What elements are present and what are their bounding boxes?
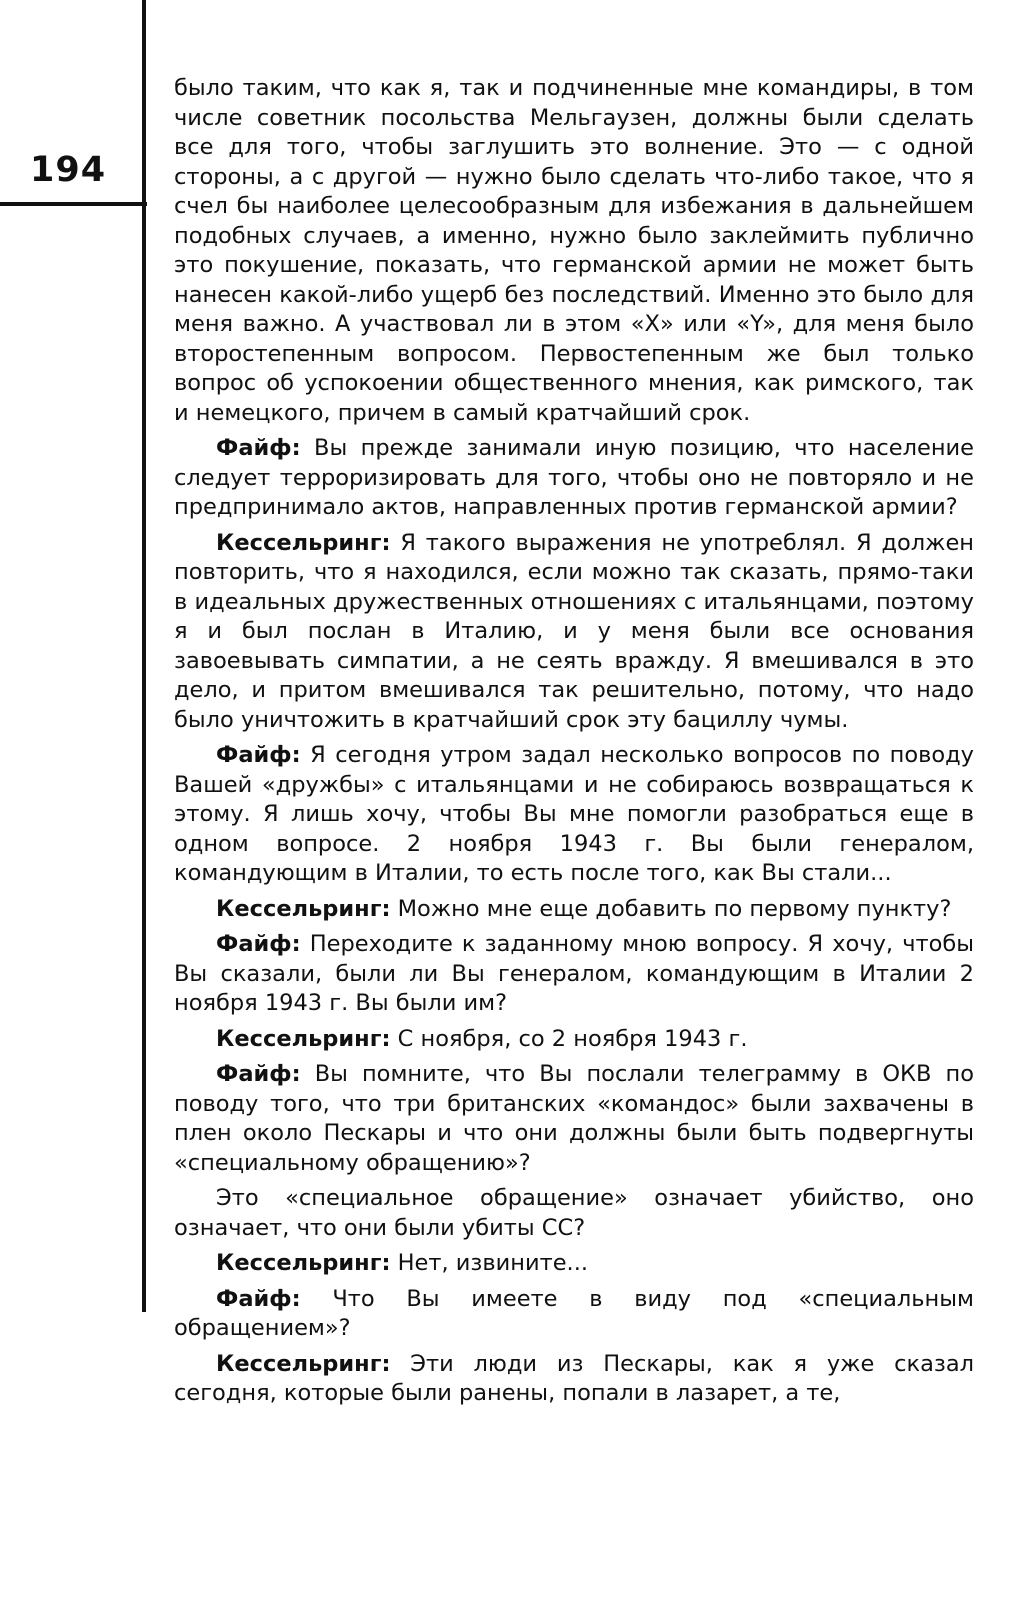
- paragraph: [174, 930, 974, 1019]
- paragraph: [174, 434, 974, 523]
- paragraph-text: С ноября, со 2 ноября 1943 г.: [397, 1025, 748, 1052]
- paragraph: [174, 1350, 974, 1409]
- speaker-label: Файф:: [216, 1061, 301, 1087]
- speaker-label: Файф:: [216, 742, 301, 768]
- paragraph: [174, 741, 974, 889]
- text-column: [174, 74, 974, 1415]
- margin-rule: [142, 0, 146, 1312]
- speaker-label: Кессельринг:: [216, 529, 391, 556]
- paragraph: [174, 1285, 974, 1344]
- paragraph: [174, 895, 974, 925]
- paragraph-text: Нет, извините...: [397, 1250, 589, 1276]
- paragraph: [174, 529, 974, 736]
- paragraph: [174, 1249, 974, 1279]
- speaker-label: Кессельринг:: [216, 1025, 391, 1052]
- paragraph-text: Переходите к заданному мною вопросу. Я хочу, чтобы Вы сказали, были ли Вы генералом, командующим в Италии 2 ноября 1943 г. Вы были им?: [174, 931, 974, 1016]
- page-number-rule: [0, 202, 147, 206]
- paragraph-text: Я сегодня утром задал несколько вопросов по поводу Вашей «дружбы» с итальянцами и не собираюсь возвращаться к этому. Я лишь хочу, чтобы Вы мне помогли разобраться еще в одном вопросе. 2 ноября 1943 г. Вы были генералом, командующим в Италии, то есть после того, как Вы стали...: [174, 742, 974, 886]
- paragraph-text: Можно мне еще добавить по первому пункту?: [397, 895, 952, 922]
- paragraph: [174, 1184, 974, 1243]
- paragraph: [174, 74, 974, 428]
- speaker-label: Кессельринг:: [216, 895, 391, 922]
- paragraph-text: Что Вы имеете в виду под «специальным обращением»?: [174, 1285, 974, 1341]
- paragraph-text: Эти люди из Пескары, как я уже сказал сегодня, которые были ранены, попали в лазарет, а те,: [174, 1350, 974, 1406]
- speaker-label: Кессельринг:: [216, 1250, 391, 1276]
- paragraph-text: Я такого выражения не употреблял. Я должен повторить, что я находился, если можно так сказать, прямо-таки в идеальных дружественных отношениях с итальянцами, поэтому я и был послан в Италию, и у меня были все основания завоевывать симпатии, а не сеять вражду. Я вмешивался в это дело, и притом вмешивался так решительно, потому, что надо было уничтожить в кратчайший срок эту бациллу чумы.: [174, 529, 975, 733]
- paragraph-text: Вы прежде занимали иную позицию, что население следует терроризировать для того, чтобы оно не повторяло и не предпринимало актов, направленных против германской армии?: [174, 435, 974, 520]
- speaker-label: Файф:: [216, 1285, 301, 1312]
- speaker-label: Кессельринг:: [216, 1350, 391, 1377]
- paragraph: [174, 1025, 974, 1055]
- paragraph-text: Вы помните, что Вы послали телеграмму в ОКВ по поводу того, что три британских «командос» были захвачены в плен около Пескары и что они должны были быть подвергнуты «специальному обращению»?: [174, 1061, 975, 1176]
- speaker-label: Файф:: [216, 435, 301, 461]
- page-number: 194: [30, 150, 107, 190]
- paragraph-text: Это «специальное обращение» означает убийство, оно означает, что они были убиты СС?: [174, 1185, 974, 1241]
- paragraph: [174, 1060, 974, 1178]
- paragraph-text: было таким, что как я, так и подчиненные мне командиры, в том числе советник посольства Мельгаузен, должны были сделать все для того, чтобы заглушить это волнение. Это — с одной стороны, а с другой — нужно было сделать что-либо такое, что я счел бы наиболее целесообразным для избежания в дальнейшем подобных случаев, а именно, нужно было заклеймить публично это покушение, показать, что германской армии не может быть нанесен какой-либо ущерб без последствий. Именно это было для меня важно. А участвовал ли в этом «X» или «Y», для меня было второстепенным вопросом. Первостепенным же был только вопрос об успокоении общественного мнения, как римского, так и немецкого, причем в самый кратчайший срок.: [174, 75, 974, 426]
- speaker-label: Файф:: [216, 931, 301, 957]
